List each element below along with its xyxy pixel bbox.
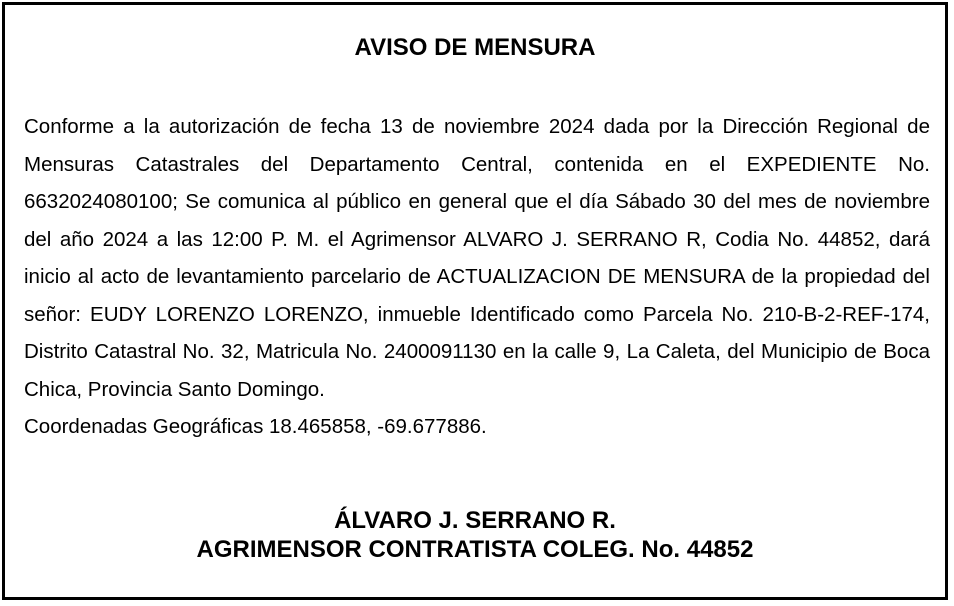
notice-body xyxy=(24,108,930,446)
signature-name: ÁLVARO J. SERRANO R. xyxy=(334,507,616,534)
signature-block xyxy=(5,506,945,564)
notice-title: AVISO DE MENSURA xyxy=(354,34,596,61)
notice-frame xyxy=(2,2,948,600)
notice-paragraph: Conforme a la autorización de fecha 13 de noviembre 2024 dada por la Dirección Regional de Mensuras Catastrales del Departamento Central, contenida en el EXPEDIENTE No. 6632024080100; Se comunica al público en general que el día Sábado 30 del mes de noviembre del año 2024 a las 12:00 P. M. el Agrimensor ALVARO J. SERRANO R, Codia No. 44852, dará inicio al acto de levantamiento parcelario de ACTUALIZACION DE MENSURA de la propiedad del señor: EUDY LORENZO LORENZO, inmueble Identificado como Parcela No. 210-B-2-REF-174, Distrito Catastral No. 32, Matricula No. 2400091130 en la calle 9, La Caleta, del Municipio de Boca Chica, Provincia Santo Domingo. xyxy=(24,115,930,401)
geographic-coordinates: Coordenadas Geográficas 18.465858, -69.677886. xyxy=(24,415,487,438)
signature-title: AGRIMENSOR CONTRATISTA COLEG. No. 44852 xyxy=(196,536,754,563)
